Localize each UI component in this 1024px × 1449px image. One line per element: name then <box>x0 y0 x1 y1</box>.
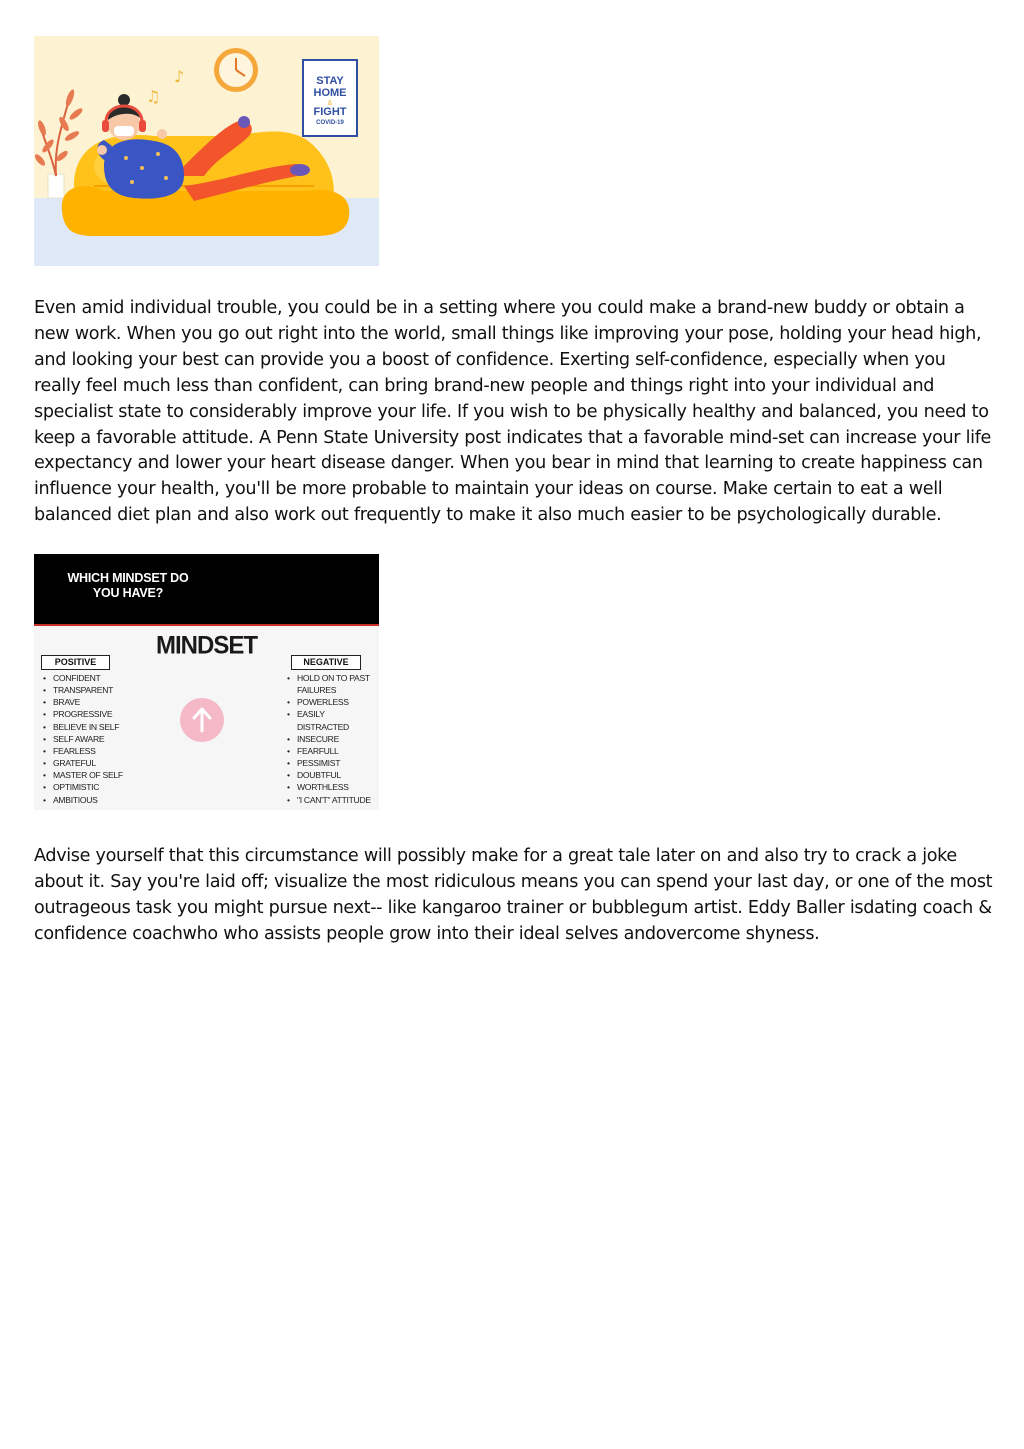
svg-text:&: & <box>327 100 333 107</box>
list-item: • BELIEVE IN SELF <box>42 721 152 733</box>
list-item: • AMBITIOUS <box>42 794 152 806</box>
svg-text:COVID-19: COVID-19 <box>316 120 344 126</box>
list-item: • POWERLESS <box>286 696 378 708</box>
stay-home-poster <box>303 60 357 136</box>
list-item: • CONFIDENT <box>42 672 152 684</box>
positive-list <box>42 672 152 806</box>
positive-heading: POSITIVE <box>41 655 110 670</box>
body-paragraph-2: Advise yourself that this circumstance will possibly make for a great tale later on and also try to crack a joke about it. Say you're laid off; visualize the most ridiculous means you can spend your last day, or one of the most outrageous task you might pursue next-- like kangaroo trainer or bubblegum artist. Eddy Baller isdating coach & confidence coachwho who assists people grow into their ideal selves andovercome shyness. <box>34 846 993 944</box>
list-item: • INSECURE <box>286 733 378 745</box>
list-item: • EASILY DISTRACTED <box>286 708 378 732</box>
svg-text:HOME: HOME <box>313 87 347 99</box>
negative-heading: NEGATIVE <box>291 655 361 670</box>
svg-text:♪: ♪ <box>174 67 185 86</box>
list-item: • MASTER OF SELF <box>42 769 152 781</box>
list-item: • "I CAN'T" ATTITUDE <box>286 794 378 806</box>
list-item: • BRAVE <box>42 696 152 708</box>
list-item: • TRANSPARENT <box>42 684 152 696</box>
list-item: • OPTIMISTIC <box>42 781 152 793</box>
list-item: • FEARLESS <box>42 745 152 757</box>
svg-text:♫: ♫ <box>146 87 161 106</box>
list-item: • GRATEFUL <box>42 757 152 769</box>
list-item: • WORTHLESS <box>286 781 378 793</box>
negative-list <box>286 672 378 806</box>
list-item: • DOUBTFUL <box>286 769 378 781</box>
mindset-infographic <box>34 554 379 810</box>
list-item: • SELF AWARE <box>42 733 152 745</box>
mindset-title: MINDSET <box>156 631 257 660</box>
list-item: • FEARFULL <box>286 745 378 757</box>
list-item: • PESSIMIST <box>286 757 378 769</box>
list-item: • HOLD ON TO PAST FAILURES <box>286 672 378 696</box>
up-arrow-icon <box>180 698 224 742</box>
mindset-question: WHICH MINDSET DO YOU HAVE? <box>67 571 189 600</box>
mindset-banner <box>34 554 379 626</box>
list-item: • PROGRESSIVE <box>42 708 152 720</box>
sofa-illustration <box>34 36 379 266</box>
svg-text:FIGHT: FIGHT <box>313 106 347 118</box>
body-paragraph-1: Even amid individual trouble, you could be in a setting where you could make a brand-new buddy or obtain a new work. When you go out right into the world, small things like improving your pose, holding your head high, and looking your best can provide you a boost of confidence. Exerting self-confidence, especially when you really feel much less than confident, can bring brand-new people and things right into your individual and specialist state to considerably improve your life. If you wish to be physically healthy and balanced, you need to keep a favorable attitude. A Penn State University post indicates that a favorable mind-set can increase your life expectancy and lower your heart disease danger. When you bear in mind that learning to create happiness can influence your health, you'll be more probable to maintain your ideas on course. Make certain to eat a well balanced diet plan and also work out frequently to make it also much easier to be psychologically durable. <box>34 298 992 526</box>
svg-text:STAY: STAY <box>316 75 344 87</box>
sofa-illustration-graphic <box>34 36 379 266</box>
clock-icon <box>214 48 258 92</box>
